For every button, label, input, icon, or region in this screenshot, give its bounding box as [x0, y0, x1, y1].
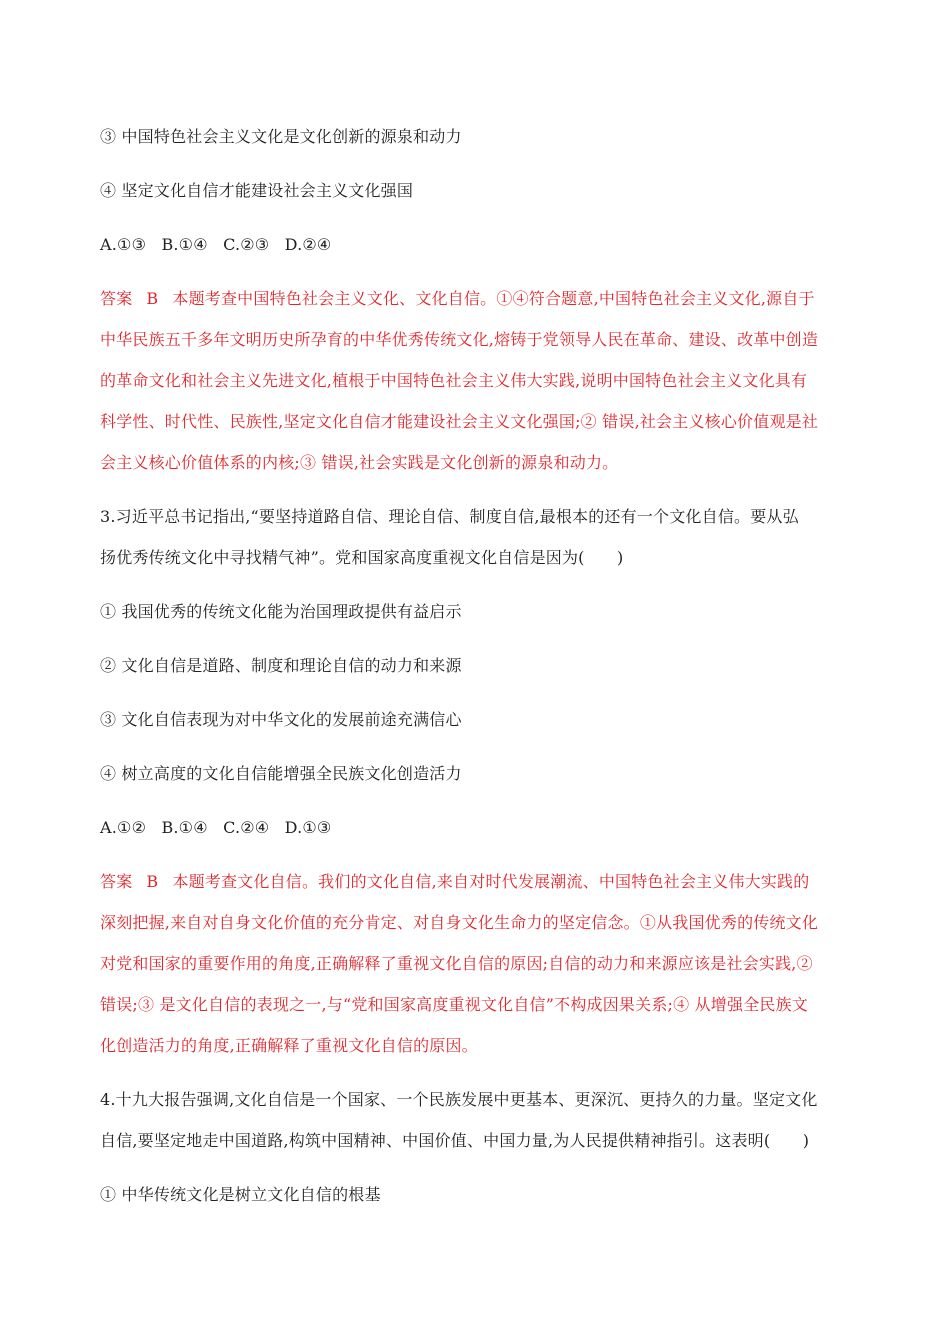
q2-choice-d: D.②④: [284, 235, 332, 254]
q3-choice-d: D.①③: [284, 818, 332, 837]
q3-choices: [100, 818, 852, 838]
answer-text: 本题考查中国特色社会主义文化、文化自信。①④符合题意,中国特色社会主义文化,源自于: [172, 289, 815, 308]
answer-label: 答案: [100, 872, 133, 891]
q2-answer-line-5: 会主义核心价值体系的内核;③ 错误,社会实践是文化创新的源泉和动力。: [100, 453, 619, 472]
q3-option-1: ① 我国优秀的传统文化能为治国理政提供有益启示: [100, 602, 462, 621]
q2-choice-b: B.①④: [161, 235, 208, 254]
q3-answer-line-1: [100, 872, 852, 892]
q3-option-2: ② 文化自信是道路、制度和理论自信的动力和来源: [100, 656, 462, 675]
q2-option-4: ④ 坚定文化自信才能建设社会主义文化强国: [100, 181, 414, 200]
answer-letter: B: [146, 289, 159, 308]
q2-option-3: ③ 中国特色社会主义文化是文化创新的源泉和动力: [100, 127, 462, 146]
q4-option-1: ① 中华传统文化是树立文化自信的根基: [100, 1185, 381, 1204]
q4-stem-line-2: 自信,要坚定地走中国道路,构筑中国精神、中国价值、中国力量,为人民提供精神指引。这表明( ): [100, 1131, 810, 1150]
q3-stem-line-1: 3.习近平总书记指出,“要坚持道路自信、理论自信、制度自信,最根本的还有一个文化自信。要从弘: [100, 507, 799, 526]
q3-answer-line-3: 对党和国家的重要作用的角度,正确解释了重视文化自信的原因;自信的动力和来源应该是社会实践,②: [100, 954, 813, 973]
q2-choices: [100, 235, 852, 255]
q2-answer-line-3: 的革命文化和社会主义先进文化,植根于中国特色社会主义伟大实践,说明中国特色社会主义文化具有: [100, 371, 808, 390]
q3-answer-line-5: 化创造活力的角度,正确解释了重视文化自信的原因。: [100, 1036, 478, 1055]
answer-letter: B: [146, 872, 159, 891]
q3-option-3: ③ 文化自信表现为对中华文化的发展前途充满信心: [100, 710, 462, 729]
q2-choice-a: A.①③: [100, 235, 147, 254]
answer-text: 本题考查文化自信。我们的文化自信,来自对时代发展潮流、中国特色社会主义伟大实践的: [172, 872, 810, 891]
q3-answer-line-2: 深刻把握,来自对自身文化价值的充分肯定、对自身文化生命力的坚定信念。①从我国优秀的传统文化: [100, 913, 819, 932]
q3-choice-c: C.②④: [223, 818, 270, 837]
answer-label: 答案: [100, 289, 133, 308]
q2-answer-line-1: [100, 289, 852, 309]
q4-stem-line-1: 4.十九大报告强调,文化自信是一个国家、一个民族发展中更基本、更深沉、更持久的力量。坚定文化: [100, 1090, 818, 1109]
q2-answer-line-2: 中华民族五千多年文明历史所孕育的中华优秀传统文化,熔铸于党领导人民在革命、建设、改革中创造: [100, 330, 819, 349]
q3-answer-line-4: 错误;③ 是文化自信的表现之一,与“党和国家高度重视文化自信”不构成因果关系;④ 从增强全民族文: [100, 995, 808, 1014]
q3-option-4: ④ 树立高度的文化自信能增强全民族文化创造活力: [100, 764, 462, 783]
q3-choice-a: A.①②: [100, 818, 147, 837]
q3-choice-b: B.①④: [161, 818, 208, 837]
q2-choice-c: C.②③: [223, 235, 270, 254]
q3-stem-line-2: 扬优秀传统文化中寻找精气神”。党和国家高度重视文化自信是因为( ): [100, 548, 624, 567]
q2-answer-line-4: 科学性、时代性、民族性,坚定文化自信才能建设社会主义文化强国;② 错误,社会主义核心价值观是社: [100, 412, 819, 431]
